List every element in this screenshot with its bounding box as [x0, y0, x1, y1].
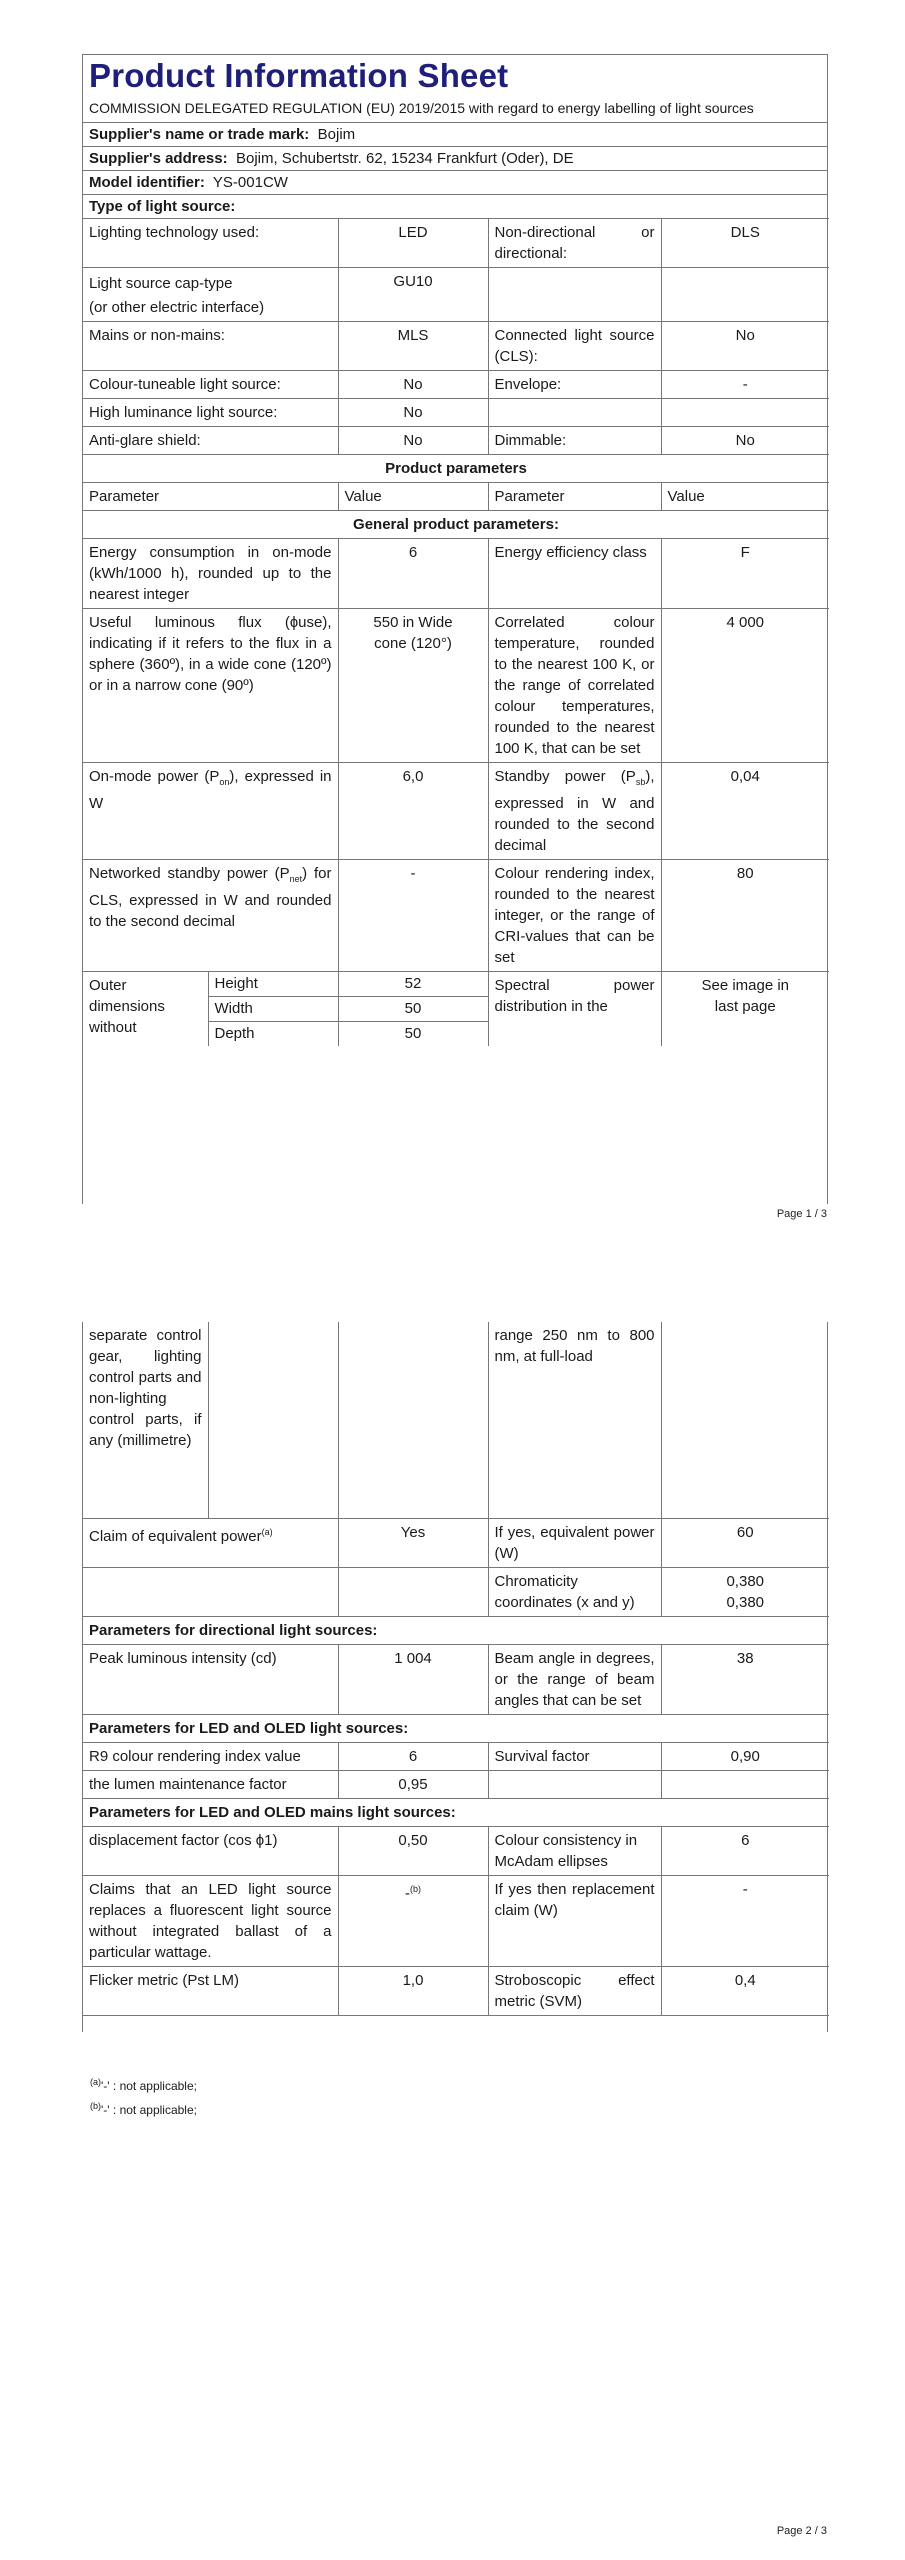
regulation-text: COMMISSION DELEGATED REGULATION (EU) 2019/2015 with regard to energy labelling of light sources [83, 95, 827, 123]
col-header-parameter: Parameter [488, 483, 661, 511]
replacement-value: - [661, 1876, 829, 1967]
table-row [83, 1322, 829, 1519]
pnet-label-sub: net [289, 874, 303, 884]
equiv-label-text: Claim of equivalent power [89, 1528, 262, 1545]
supplier-address-label: Supplier's address: [89, 150, 228, 167]
pnet-value: - [338, 860, 488, 972]
footnote-b-mark: (b) [90, 2101, 101, 2111]
flux-value: 550 in Wide cone (120°) [338, 609, 488, 763]
tech-label: Lighting technology used: [83, 219, 338, 268]
stroboscopic-label: Stroboscopic effect metric (SVM) [488, 1967, 661, 2016]
width-value: 50 [338, 997, 488, 1022]
flicker-value: 1,0 [338, 1967, 488, 2016]
table-row [83, 972, 829, 997]
chroma-value [661, 1568, 829, 1617]
supplier-address-value: Bojim, Schubertstr. 62, 15234 Frankfurt (Oder), DE [235, 150, 574, 167]
model-label: Model identifier: [89, 174, 205, 191]
dims-label-part-2: separate control gear, lighting control parts and non-lighting control parts, if any (millimetre) [83, 1322, 208, 1519]
r9-label: R9 colour rendering index value [83, 1743, 338, 1771]
col-header-value: Value [338, 483, 488, 511]
empty-cell [661, 399, 829, 427]
empty-cell [338, 1568, 488, 1617]
height-value: 52 [338, 972, 488, 997]
table-row [83, 1568, 829, 1617]
mcadam-value: 6 [661, 1827, 829, 1876]
led-section-heading: Parameters for LED and OLED light sources: [83, 1715, 829, 1743]
supplier-address-row [83, 147, 827, 171]
supplier-name-label: Supplier's name or trade mark: [89, 126, 310, 143]
depth-value: 50 [338, 1022, 488, 1047]
claims-label: Claims that an LED light source replaces a fluorescent light source without integrated ballast of a particular wattage. [83, 1876, 338, 1967]
led-mains-section-heading: Parameters for LED and OLED mains light sources: [83, 1799, 829, 1827]
empty-cell [661, 1322, 829, 1519]
cct-label: Correlated colour temperature, rounded to the nearest 100 K, or the range of correlated colour temperatures, rounded to the nearest 100 K, that can be set [488, 609, 661, 763]
pon-value: 6,0 [338, 763, 488, 860]
cap-label-2: (or other electric interface) [89, 299, 265, 316]
equiv-label [83, 1519, 338, 1568]
table-row [83, 1967, 829, 2016]
parameters-table-continued [83, 1519, 829, 2016]
tuneable-value: No [338, 371, 488, 399]
peak-label: Peak luminous intensity (cd) [83, 1645, 338, 1715]
col-header-parameter: Parameter [83, 483, 338, 511]
table-row [83, 539, 829, 609]
empty-cell [83, 1568, 338, 1617]
supplier-name-row [83, 123, 827, 147]
footnote-b [90, 2096, 197, 2120]
spd-value: See image in last page [661, 972, 829, 1046]
cap-label-1: Light source cap-type [89, 275, 233, 292]
cap-label-cell [83, 268, 338, 322]
claims-value-text: - [405, 1885, 410, 1902]
table-row [83, 1617, 829, 1645]
cri-value: 80 [661, 860, 829, 972]
chroma-y: 0,380 [726, 1594, 765, 1611]
survival-value: 0,90 [661, 1743, 829, 1771]
lumen-maintenance-value: 0,95 [338, 1771, 488, 1799]
table-row [83, 1743, 829, 1771]
dimmable-label: Dimmable: [488, 427, 661, 455]
mains-label: Mains or non-mains: [83, 322, 338, 371]
dims-label-part-1: Outer dimensions without [83, 972, 208, 1046]
table-row [83, 483, 829, 511]
footnote-a-text: '-' : not applicable; [101, 2079, 197, 2093]
empty-cell [338, 1322, 488, 1519]
mains-value: MLS [338, 322, 488, 371]
displacement-label: displacement factor (cos ϕ1) [83, 1827, 338, 1876]
empty-cell [488, 399, 661, 427]
tech-value: LED [338, 219, 488, 268]
psb-label [488, 763, 661, 860]
table-row [83, 322, 829, 371]
pnet-label-post: ) for CLS, expressed in W and rounded to the second decimal [89, 865, 332, 930]
psb-label-post: ), expressed in W and rounded to the second decimal [494, 768, 655, 854]
spd-label-part-2: range 250 nm to 800 nm, at full-load [488, 1322, 661, 1519]
psb-label-sub: sb [635, 777, 646, 787]
footnote-a [90, 2072, 197, 2096]
stroboscopic-value: 0,4 [661, 1967, 829, 2016]
cls-value: No [661, 322, 829, 371]
peak-value: 1 004 [338, 1645, 488, 1715]
table-row [83, 219, 829, 268]
cri-label: Colour rendering index, rounded to the nearest integer, or the range of CRI-values that can be set [488, 860, 661, 972]
pon-label [83, 763, 338, 860]
mcadam-label: Colour consistency in McAdam ellipses [488, 1827, 661, 1876]
energy-value: 6 [338, 539, 488, 609]
chroma-x: 0,380 [726, 1573, 765, 1590]
table-row [83, 1827, 829, 1876]
table-row [83, 268, 829, 322]
pon-label-pre: On-mode power (P [89, 768, 220, 785]
beam-value: 38 [661, 1645, 829, 1715]
energy-label: Energy consumption in on-mode (kWh/1000 h), rounded up to the nearest integer [83, 539, 338, 609]
footnote-a-mark: (a) [90, 2077, 101, 2087]
survival-label: Survival factor [488, 1743, 661, 1771]
r9-value: 6 [338, 1743, 488, 1771]
spd-label-part-1: Spectral power distribution in the [488, 972, 661, 1046]
empty-cell [208, 1322, 338, 1519]
pon-label-post: ), expressed in W [89, 768, 332, 812]
type-heading: Type of light source: [89, 198, 236, 215]
directional-section-heading: Parameters for directional light sources: [83, 1617, 829, 1645]
cap-value: GU10 [338, 268, 488, 322]
page-1 [0, 0, 905, 1240]
model-value: YS-001CW [212, 174, 288, 191]
table-row [83, 1715, 829, 1743]
eec-label: Energy efficiency class [488, 539, 661, 609]
cct-value: 4 000 [661, 609, 829, 763]
page-2 [0, 1240, 905, 2560]
dimensions-table-part-1 [83, 972, 829, 1046]
claims-value [338, 1876, 488, 1967]
table-row [83, 1771, 829, 1799]
table-row [83, 1799, 829, 1827]
equiv-power-label: If yes, equivalent power (W) [488, 1519, 661, 1568]
tuneable-label: Colour-tuneable light source: [83, 371, 338, 399]
model-row [83, 171, 827, 195]
beam-label: Beam angle in degrees, or the range of beam angles that can be set [488, 1645, 661, 1715]
page-title: Product Information Sheet [89, 57, 509, 94]
footnotes [90, 2072, 197, 2120]
empty-cell [661, 1771, 829, 1799]
height-label: Height [208, 972, 338, 997]
table-row [83, 763, 829, 860]
pon-label-sub: on [219, 777, 230, 787]
table-row [83, 455, 829, 483]
flicker-label: Flicker metric (Pst LM) [83, 1967, 338, 2016]
table-row [83, 609, 829, 763]
antiglare-value: No [338, 427, 488, 455]
antiglare-label: Anti-glare shield: [83, 427, 338, 455]
directional-value: DLS [661, 219, 829, 268]
psb-value: 0,04 [661, 763, 829, 860]
pnet-label [83, 860, 338, 972]
table-row [83, 511, 829, 539]
table-row [83, 371, 829, 399]
lumen-maintenance-label: the lumen maintenance factor [83, 1771, 338, 1799]
equiv-power-value: 60 [661, 1519, 829, 1568]
dimmable-value: No [661, 427, 829, 455]
col-header-value: Value [661, 483, 829, 511]
table-row [83, 427, 829, 455]
table-row [83, 860, 829, 972]
claims-footnote-ref: (b) [410, 1884, 421, 1894]
high-luminance-value: No [338, 399, 488, 427]
envelope-value: - [661, 371, 829, 399]
footnote-b-text: '-' : not applicable; [101, 2103, 197, 2117]
empty-cell [488, 268, 661, 322]
empty-cell [488, 1771, 661, 1799]
displacement-value: 0,50 [338, 1827, 488, 1876]
envelope-label: Envelope: [488, 371, 661, 399]
page-number: Page 1 / 3 [776, 1208, 827, 1220]
width-label: Width [208, 997, 338, 1022]
info-sheet-frame-continued [82, 1322, 828, 2032]
product-parameters-heading: Product parameters [83, 455, 829, 483]
equiv-footnote-ref: (a) [261, 1527, 273, 1537]
page-number: Page 2 / 3 [776, 2525, 827, 2537]
info-sheet-frame [82, 54, 828, 1204]
psb-label-pre: Standby power (P [494, 768, 636, 785]
general-parameters-heading: General product parameters: [83, 511, 829, 539]
replacement-label: If yes then replacement claim (W) [488, 1876, 661, 1967]
equiv-value: Yes [338, 1519, 488, 1568]
eec-value: F [661, 539, 829, 609]
table-row [83, 1876, 829, 1967]
supplier-name-value: Bojim [317, 126, 356, 143]
depth-label: Depth [208, 1022, 338, 1047]
table-row [83, 1645, 829, 1715]
type-table [83, 218, 829, 972]
empty-cell [661, 268, 829, 322]
chroma-label: Chromaticity coordinates (x and y) [488, 1568, 661, 1617]
table-row [83, 1519, 829, 1568]
table-row [83, 399, 829, 427]
cls-label: Connected light source (CLS): [488, 322, 661, 371]
high-luminance-label: High luminance light source: [83, 399, 338, 427]
dimensions-table-part-2 [83, 1322, 829, 1519]
directional-label: Non-directional or directional: [488, 219, 661, 268]
flux-label: Useful luminous flux (ɸuse), indicating if it refers to the flux in a sphere (360º), in a wide cone (120º) or in a narrow cone (90º) [83, 609, 338, 763]
pnet-label-pre: Networked standby power (P [89, 865, 290, 882]
